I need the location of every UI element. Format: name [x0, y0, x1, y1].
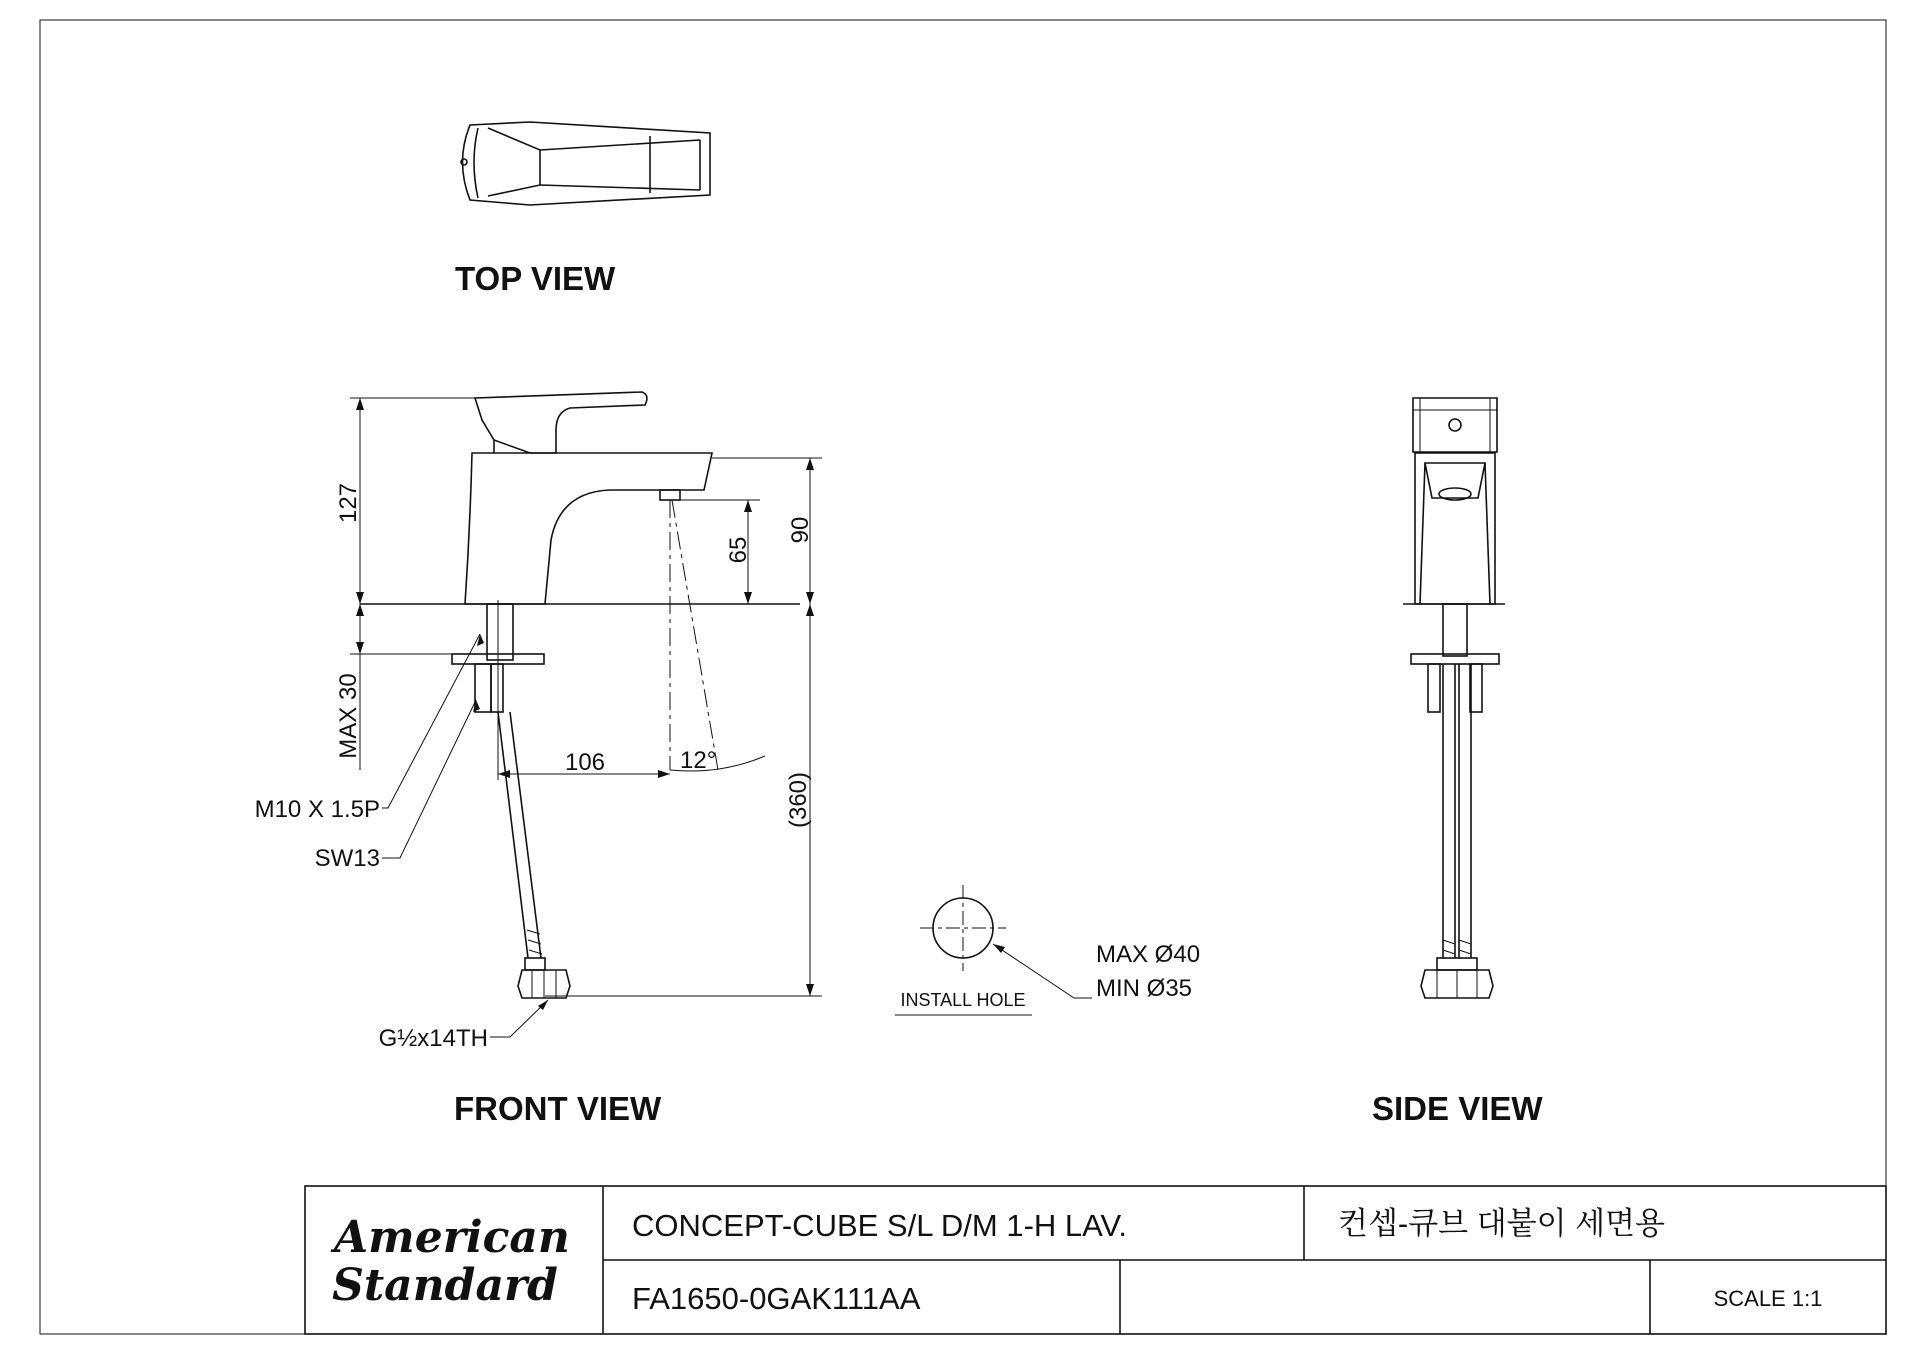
brand-logo-line1: American — [334, 1212, 570, 1263]
dim-spout-height: 90 — [787, 516, 814, 544]
scale-label: SCALE 1:1 — [1713, 1286, 1823, 1311]
dim-max-deck: MAX 30 — [335, 673, 362, 759]
sheet-border — [40, 20, 1886, 1334]
model-number: FA1650-0GAK111AA — [632, 1281, 921, 1316]
note-max-hole: MAX Ø40 — [1096, 941, 1201, 968]
front-view-drawing — [360, 392, 800, 998]
note-spanner: SW13 — [314, 845, 380, 872]
dim-hose-length: (360) — [785, 771, 812, 829]
front-view-title: FRONT VIEW — [454, 1090, 662, 1127]
note-thread: M10 X 1.5P — [254, 796, 380, 823]
dim-outlet-height: 65 — [725, 536, 752, 564]
product-name-korean: 컨셉-큐브 대붙이 세면용 — [1338, 1206, 1666, 1241]
product-name: CONCEPT-CUBE S/L D/M 1-H LAV. — [632, 1208, 1127, 1243]
dim-reach: 106 — [564, 749, 606, 776]
install-hole-label: INSTALL HOLE — [900, 990, 1026, 1010]
side-view-title: SIDE VIEW — [1372, 1090, 1543, 1127]
brand-logo-line2: Standard — [332, 1260, 558, 1311]
dim-angle: 12° — [680, 747, 717, 774]
side-view-drawing — [1403, 398, 1505, 998]
dim-overall-height: 127 — [335, 482, 362, 524]
top-view-drawing — [461, 122, 710, 205]
note-hose-thread: G½x14TH — [378, 1025, 488, 1052]
top-view-title: TOP VIEW — [455, 260, 616, 297]
note-min-hole: MIN Ø35 — [1096, 975, 1193, 1002]
